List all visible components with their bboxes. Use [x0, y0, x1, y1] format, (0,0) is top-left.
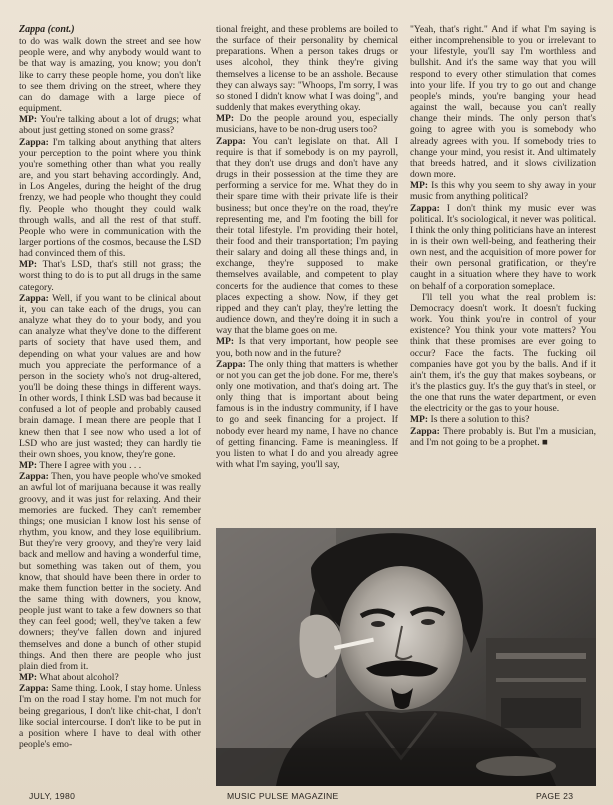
photo-illustration	[216, 528, 596, 786]
speaker-label: Zappa:	[19, 292, 49, 304]
paragraph	[19, 137, 201, 260]
paragraph	[410, 203, 596, 292]
paragraph	[410, 414, 596, 425]
footer-date: JULY, 1980	[29, 791, 76, 801]
speaker-label: MP:	[19, 114, 38, 126]
paragraph	[216, 24, 398, 113]
page-footer	[0, 791, 613, 803]
speaker-label: Zappa:	[216, 135, 246, 147]
speaker-label: MP:	[19, 259, 38, 271]
speaker-label: Zappa:	[216, 358, 246, 370]
speaker-label: Zappa:	[19, 136, 49, 148]
speaker-label: MP:	[216, 113, 235, 125]
paragraph-text: There probably is. But I'm a musician, and I'm not going to be a prophet. ■	[410, 425, 596, 448]
paragraph	[216, 359, 398, 471]
paragraph-text: You're talking about a lot of drugs; what about just getting stoned on some grass?	[19, 114, 201, 137]
paragraph-text: There I agree with you . . .	[37, 460, 142, 472]
continued-header: Zappa (cont.)	[19, 24, 75, 35]
paragraph-text: You can't legislate on that. All I require is that if somebody is on my payroll, that they don't use drugs and don't have any drugs in their possession at the time they are performing a service for me. What they do in their spare time with their private life is their business; but once they're on the road, they're representing me, and I'm footing the bill for their total lifestyle. I'm providing their hotel, their food and their transportation; I'm paying their salary and doing all these things and, in exchange, they're supposed to make themselves available, and competent to play concerts for the audience that comes to these places expecting a show. Now, if they get ripped and they can't play, they're letting the audience down, and they're doing it in such a way that the blame goes on me.	[216, 135, 398, 337]
paragraph-text: What about alcohol?	[37, 672, 119, 684]
column-3-body	[410, 24, 596, 448]
paragraph	[19, 460, 201, 471]
paragraph	[216, 136, 398, 337]
column-1-body	[19, 36, 201, 750]
speaker-label: MP:	[410, 180, 429, 192]
speaker-label: MP:	[410, 414, 429, 426]
paragraph	[410, 180, 596, 202]
speaker-label: Zappa:	[410, 202, 440, 214]
paragraph-text: Is there a solution to this?	[428, 414, 530, 426]
paragraph	[410, 426, 596, 448]
paragraph-text: Same thing. Look, I stay home. Unless I'm on the road I stay home. I'm not much for being gregarious, I don't like chit-chat, I don't like social intercourse. I don't like to be put in a position where I have to deal with other people's emo-	[19, 683, 201, 750]
speaker-label: Zappa:	[410, 425, 440, 437]
paragraph	[19, 672, 201, 683]
interview-photo	[216, 528, 596, 786]
paragraph	[19, 471, 201, 672]
paragraph-text: tional freight, and these problems are boiled to the surface of their personality by chemical preparations. When a person takes drugs or uses alcohol, they think they're giving themselves a license to be an asshole. Because they can always say: "Whoops, I'm sorry, I was so stoned I didn't know what I was doing", and suddenly that makes everything okay.	[216, 24, 398, 114]
paragraph-text: Then, you have people who've smoked an awful lot of marijuana because it was really groovy, and it was just for relaxing. And their memories are fucked. They can't remember things; one musician I know lost his sense of rhythm, you know, and they lose equilibrium. But they're very groovy, and they're very laid back and mellow and having a wonderful time, but something was taken out of them, you know, that should have been there in order to make them function better in the society. And the same thing with downers, you know, people just want to take a few downers so that they can feel good; well, they've taken a few downers; they've fallen down and injured themselves and done a bunch of other stupid things. And then there are people who just plain died from it.	[19, 471, 201, 672]
paragraph-text: I'm talking about anything that alters your perception to the point where you think you're something other than what you really are, and you start behaving accordingly. And, in Los Angeles, during the height of the drug frenzy, we had people who thought they could fly. People who thought they could walk through walls, and all the rest of that stuff. People who were in communication with the larger portions of the cosmos, because the LSD had convinced them of this.	[19, 136, 201, 260]
paragraph	[19, 114, 201, 136]
paragraph-text: The only thing that matters is whether or not you can get the job done. For me, there's only one motivation, and that's doing art. The only thing that is important about being famous is in the industry community, if I have to go and seek financing for a project. If nobody ever heard my name, I have no chance of getting financing. Fame is meaningless. If you listen to what I do and you already agree with what I'm saying, you'll say,	[216, 358, 398, 471]
paragraph	[216, 336, 398, 358]
paragraph	[410, 292, 596, 415]
column-2-body	[216, 24, 398, 470]
column-1	[19, 24, 201, 750]
column-2	[216, 24, 398, 470]
column-3	[410, 24, 596, 448]
paragraph	[19, 293, 201, 460]
speaker-label: MP:	[19, 460, 38, 472]
paragraph	[19, 259, 201, 292]
paragraph-text: Is this why you seem to shy away in your music from anything political?	[410, 180, 596, 203]
speaker-label: MP:	[19, 672, 38, 684]
footer-page-number: PAGE 23	[536, 791, 574, 801]
speaker-label: Zappa:	[19, 683, 49, 695]
paragraph-text: Well, if you want to be clinical about it, you can take each of the drugs, you can analyze what they do to your body, and you can analyze what they've done to the different parts of society that have used them, and depending on what your values are and how much you appreciate the performance of a person in the society who's not drug-altered, you'll be doing these things in different ways. In other words, I think LSD was bad because it confused a lot of people and probably caused brain damage. I mean there are people that I knew then that I see now who used a lot of LSD who are just wasted; they can hardly tie their own shoes, you know, they're gone.	[19, 292, 201, 460]
paragraph	[19, 36, 201, 114]
paragraph-text: That's LSD, that's still not grass; the worst thing to do is to put all drugs in the same category.	[19, 259, 201, 293]
paragraph	[410, 24, 596, 180]
paragraph-text: Is that very important, how people see you, both now and in the future?	[216, 336, 398, 359]
paragraph-text: I'll tell you what the real problem is: Democracy doesn't work. It doesn't fucking work. You think you're in control of your existence? You think your vote matters? You think that these promises are ever going to occur? Face the facts. The fucking oil companies have got you by the balls. And if it ain't them, it's the guy that makes soybeans, or it's the plastics guy. It's the guy that's in steel, or the one that runs the water department, or even the electricity or the gas to your house.	[410, 291, 596, 415]
paragraph-text: to do was walk down the street and see how people were, and why anybody would want to be that way is amazing, you know; you don't like to carry these people home, you don't like to see them driving on the street, where they can do damage with a large piece of equipment.	[19, 36, 201, 115]
speaker-label: Zappa:	[19, 471, 49, 483]
paragraph-text: "Yeah, that's right." And if what I'm saying is either incomprehensible to you or irrelevant to your lifestyle, you'll say I'm worthless and bullshit. And it's the same way that you will respond to every other stimulation that comes into your life. If you try to go out and change people's minds, you're banging your head against the wall, because you can't really change their minds. The only person that's going to agree with you is somebody who already agrees with you. If somebody tries to change your mind, you resist it. And ultimately that breeds hatred, and it slows civilization down more.	[410, 24, 596, 181]
footer-magazine: MUSIC PULSE MAGAZINE	[227, 791, 339, 801]
paragraph	[216, 113, 398, 135]
paragraph-text: Do the people around you, especially musicians, have to be non-drug users too?	[216, 113, 398, 136]
paragraph	[19, 683, 201, 750]
paragraph-text: I don't think my music ever was political. It's sociological, it never was political. I think the only thing politicians have an interest in is their own well-being, and feathering their own nest, and the acquisition of more power for their own personal gratification, or they're caught in a situation where they have to work on behalf of a corporation someplace.	[410, 202, 596, 292]
speaker-label: MP:	[216, 336, 235, 348]
